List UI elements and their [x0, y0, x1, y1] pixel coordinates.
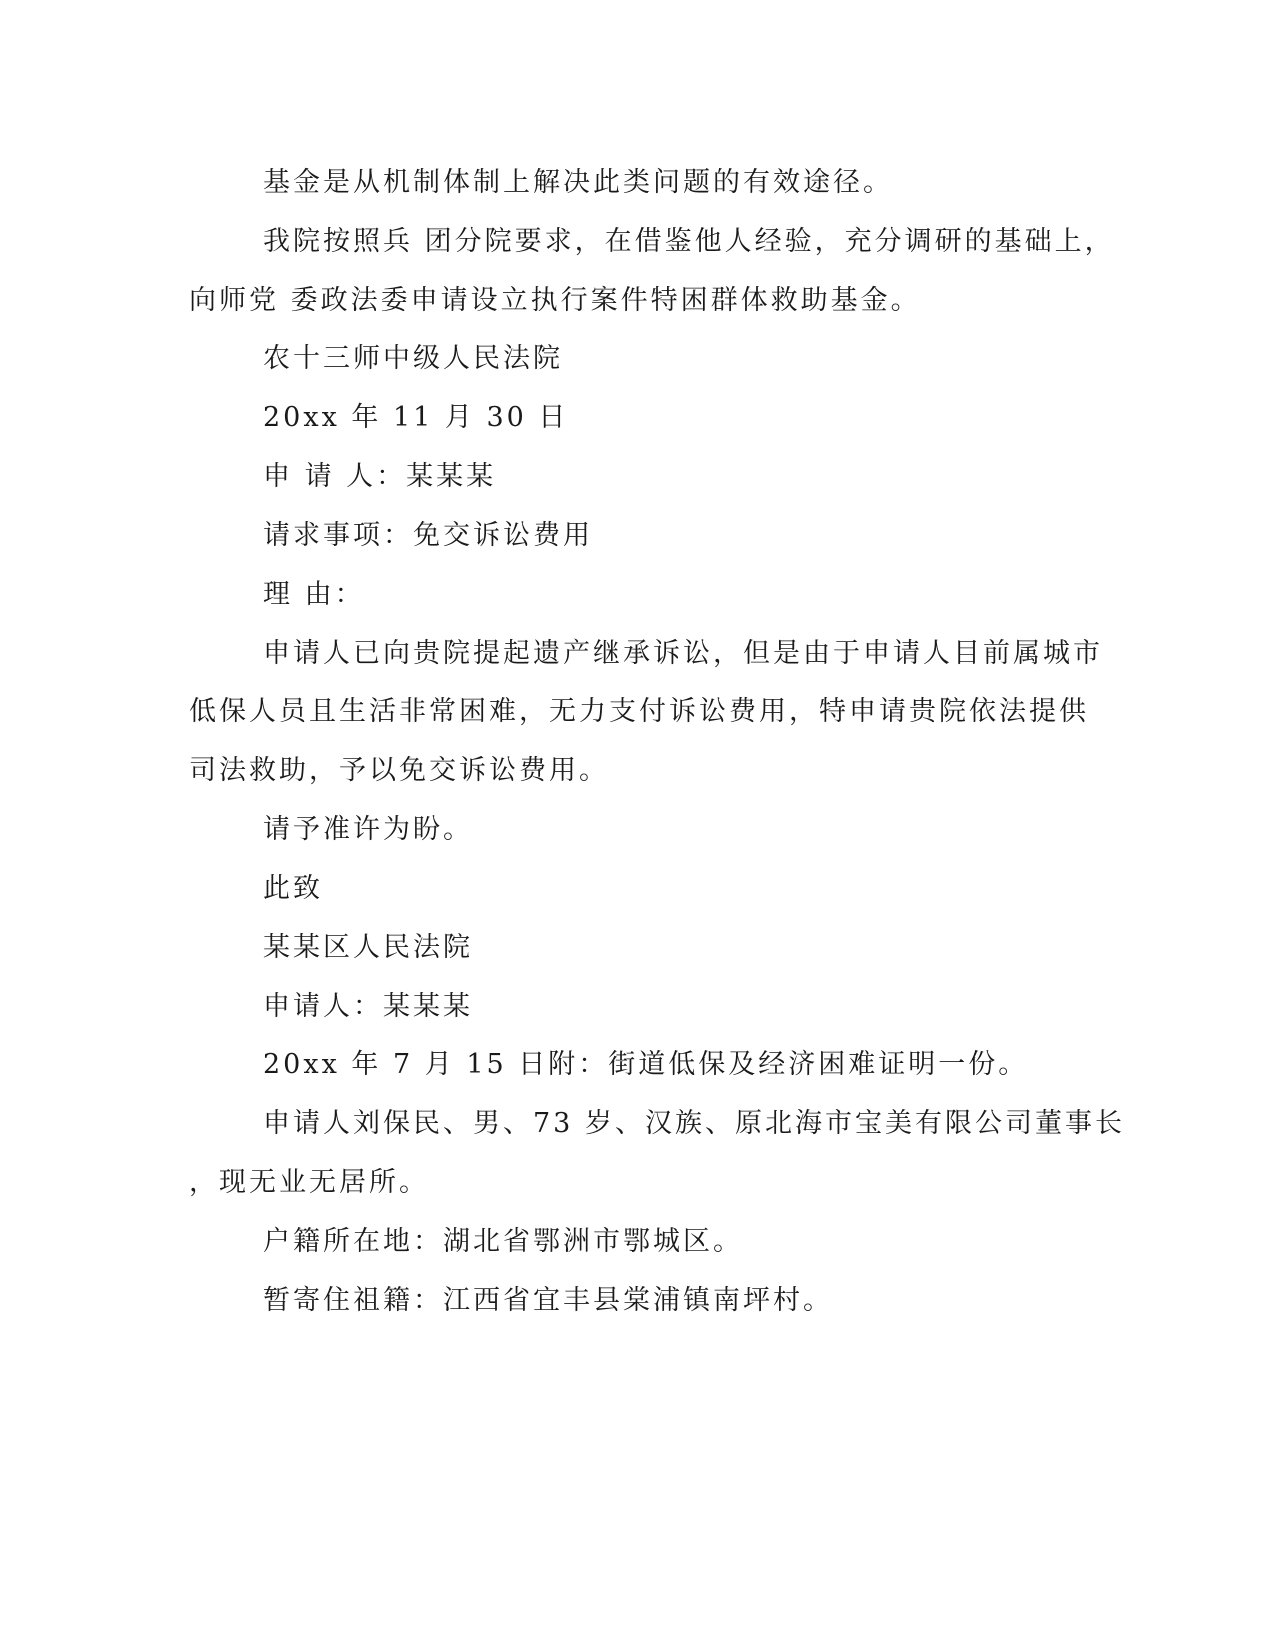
paragraph-line: ，现无业无居所。: [189, 1167, 429, 1198]
reason-heading: 理 由：: [263, 579, 365, 610]
applicant-line: 申 请 人：某某某: [263, 461, 497, 492]
paragraph-line: 向师党 委政法委申请设立执行案件特困群体救助基金。: [189, 285, 921, 316]
paragraph-line: 司法救助，予以免交诉讼费用。: [189, 755, 609, 786]
date-attachment-line: 20xx 年 7 月 15 日附：街道低保及经济困难证明一份。: [263, 1049, 1029, 1080]
request-line: 请求事项：免交诉讼费用: [263, 520, 593, 551]
date-line: 20xx 年 11 月 30 日: [263, 402, 569, 433]
paragraph-line: 请予准许为盼。: [263, 814, 473, 845]
court-name: 农十三师中级人民法院: [263, 343, 563, 374]
salutation-line: 此致: [263, 873, 323, 904]
recipient-line: 某某区人民法院: [263, 932, 473, 963]
paragraph-line: 申请人已向贵院提起遗产继承诉讼，但是由于申请人目前属城市: [263, 638, 1103, 669]
temporary-address-line: 暂寄住祖籍：江西省宜丰县棠浦镇南坪村。: [263, 1285, 833, 1316]
paragraph-line: 基金是从机制体制上解决此类问题的有效途径。: [263, 167, 893, 198]
paragraph-line: 申请人刘保民、男、73 岁、汉族、原北海市宝美有限公司董事长: [263, 1108, 1125, 1139]
residence-line: 户籍所在地：湖北省鄂洲市鄂城区。: [263, 1226, 743, 1257]
paragraph-line: 低保人员且生活非常困难，无力支付诉讼费用，特申请贵院依法提供: [189, 696, 1089, 727]
paragraph-line: 我院按照兵 团分院要求，在借鉴他人经验，充分调研的基础上，: [263, 226, 1115, 257]
applicant-signature-line: 申请人：某某某: [263, 991, 473, 1022]
